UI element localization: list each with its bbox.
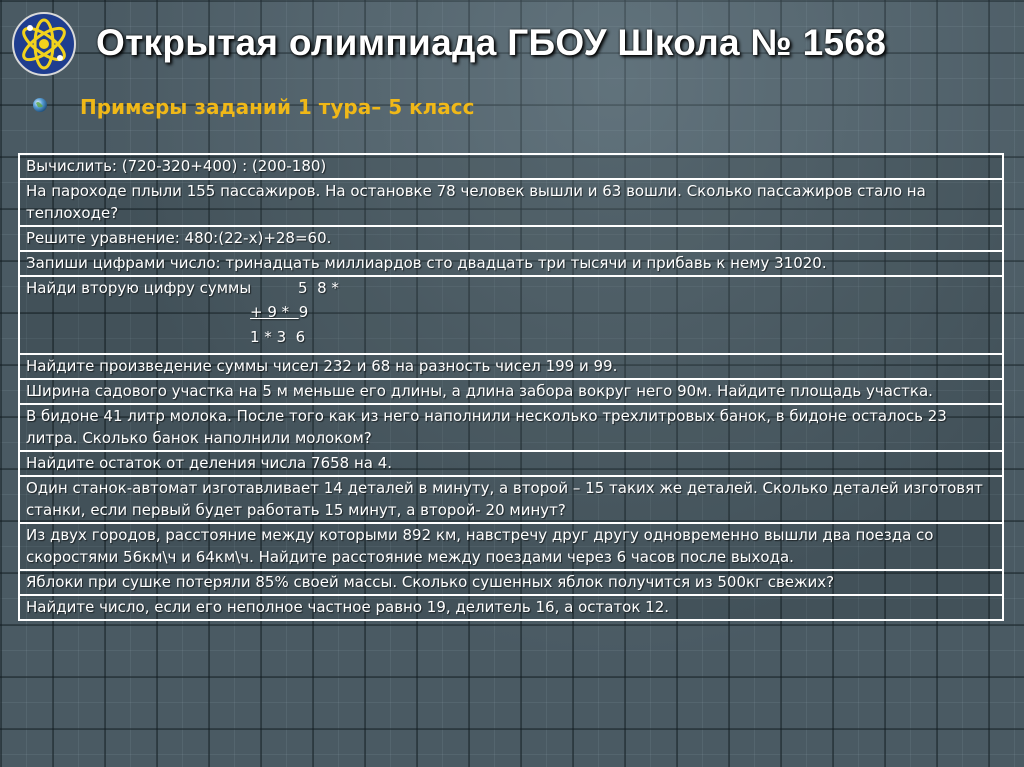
task-row — [19, 226, 1003, 251]
sum-puzzle-line-2-tail: 9 — [298, 303, 309, 321]
task-row — [19, 251, 1003, 276]
sum-puzzle-line-2-addend: + 9 * — [250, 303, 299, 321]
school-logo-icon — [12, 12, 76, 76]
page-title: Открытая олимпиада ГБОУ Школа № 1568 — [96, 22, 887, 63]
task-row — [19, 523, 1003, 570]
task-text: Найдите число, если его неполное частное равно 19, делитель 16, а остаток 12. — [19, 595, 1003, 620]
task-text: Из двух городов, расстояние между которыми 892 км, навстречу друг другу одновременно вышли два поезда со скоростями 56км\ч и 64км\ч. Найдите расстояние между поездами через 6 часов после выхода. — [19, 523, 1003, 570]
task-text: Найдите произведение суммы чисел 232 и 68 на разность чисел 199 и 99. — [19, 354, 1003, 379]
task-row — [19, 379, 1003, 404]
sum-puzzle-line-1: 5 8 * — [298, 279, 339, 297]
subtitle: Примеры заданий 1 тура– 5 класс — [80, 95, 475, 119]
task-text: Ширина садового участка на 5 м меньше его длины, а длина забора вокруг него 90м. Найдите площадь участка. — [19, 379, 1003, 404]
task-text: На пароходе плыли 155 пассажиров. На остановке 78 человек вышли и 63 вошли. Сколько пассажиров стало на теплоходе? — [19, 179, 1003, 226]
task-text: В бидоне 41 литр молока. После того как из него наполнили несколько трехлитровых банок, в бидоне осталось 23 литра. Сколько банок наполнили молоком? — [19, 404, 1003, 451]
task-row — [19, 179, 1003, 226]
task-text: Вычислить: (720-320+400) : (200-180) — [19, 154, 1003, 179]
task-row — [19, 354, 1003, 379]
sum-puzzle-line-3: 1 * 3 6 — [250, 328, 306, 346]
sum-puzzle-line-2 — [250, 301, 308, 323]
task-text: Найди вторую цифру суммы — [26, 279, 252, 297]
task-row — [19, 276, 1003, 354]
task-text: Один станок-автомат изготавливает 14 деталей в минуту, а второй – 15 таких же деталей. Сколько деталей изготовят станки, если первый будет работать 15 минут, а второй- 20 минут? — [19, 476, 1003, 523]
task-text: Запиши цифрами число: тринадцать миллиардов сто двадцать три тысячи и прибавь к нему 31020. — [19, 251, 1003, 276]
task-row — [19, 154, 1003, 179]
task-row — [19, 570, 1003, 595]
task-text: Найдите остаток от деления числа 7658 на 4. — [19, 451, 1003, 476]
task-text: Яблоки при сушке потеряли 85% своей массы. Сколько сушенных яблок получится из 500кг свежих? — [19, 570, 1003, 595]
task-row — [19, 595, 1003, 620]
tasks-table — [18, 153, 1004, 621]
task-text: Решите уравнение: 480:(22-х)+28=60. — [19, 226, 1003, 251]
task-row — [19, 404, 1003, 451]
task-row — [19, 451, 1003, 476]
task-row — [19, 476, 1003, 523]
sum-puzzle-cell — [19, 276, 1003, 354]
globe-bullet-icon — [32, 97, 48, 113]
